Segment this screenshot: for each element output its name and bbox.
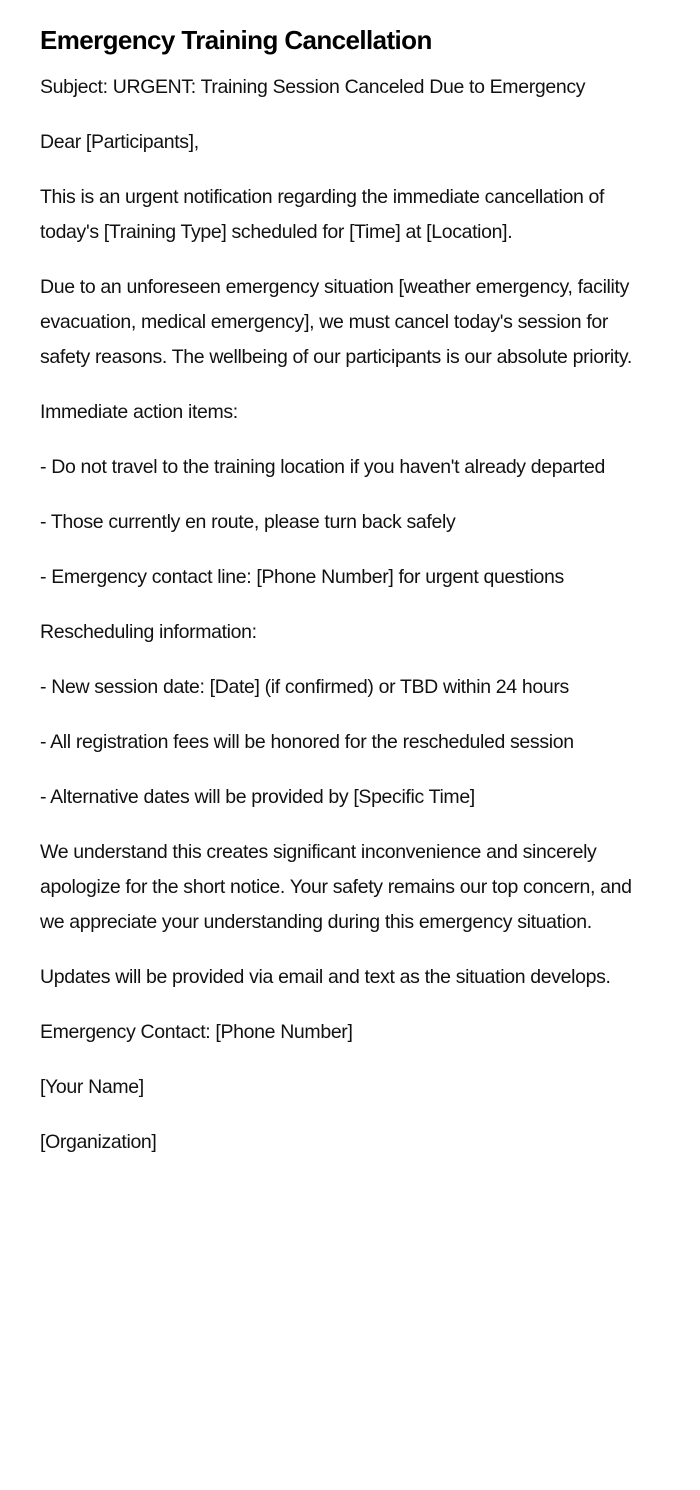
rescheduling-item: - All registration fees will be honored for the rescheduled session	[40, 731, 574, 753]
document-title: Emergency Training Cancellation	[40, 25, 432, 55]
apology-paragraph: We understand this creates significant inconvenience and sincerely apologize for the short notice. Your safety remains our top concern, and we appreciate your understanding during this emergency situation.	[40, 841, 632, 933]
rescheduling-item: - Alternative dates will be provided by [Specific Time]	[40, 786, 475, 808]
action-item: - Do not travel to the training location if you haven't already departed	[40, 456, 605, 478]
greeting: Dear [Participants],	[40, 131, 199, 153]
updates-paragraph: Updates will be provided via email and text as the situation develops.	[40, 966, 611, 988]
intro-paragraph: This is an urgent notification regarding the immediate cancellation of today's [Training Type] scheduled for [Time] at [Location].	[40, 186, 605, 243]
reason-paragraph: Due to an unforeseen emergency situation [weather emergency, facility evacuation, medical emergency], we must cancel today's session for safety reasons. The wellbeing of our participants is our absolute priority.	[40, 276, 632, 368]
action-item: - Those currently en route, please turn back safely	[40, 511, 456, 533]
signature-name: [Your Name]	[40, 1076, 144, 1098]
emergency-contact: Emergency Contact: [Phone Number]	[40, 1021, 353, 1043]
rescheduling-heading: Rescheduling information:	[40, 621, 257, 643]
signature-organization: [Organization]	[40, 1131, 157, 1153]
subject-line: Subject: URGENT: Training Session Canceled Due to Emergency	[40, 76, 586, 98]
action-items-heading: Immediate action items:	[40, 401, 238, 423]
action-item: - Emergency contact line: [Phone Number] for urgent questions	[40, 566, 564, 588]
rescheduling-item: - New session date: [Date] (if confirmed) or TBD within 24 hours	[40, 676, 569, 698]
